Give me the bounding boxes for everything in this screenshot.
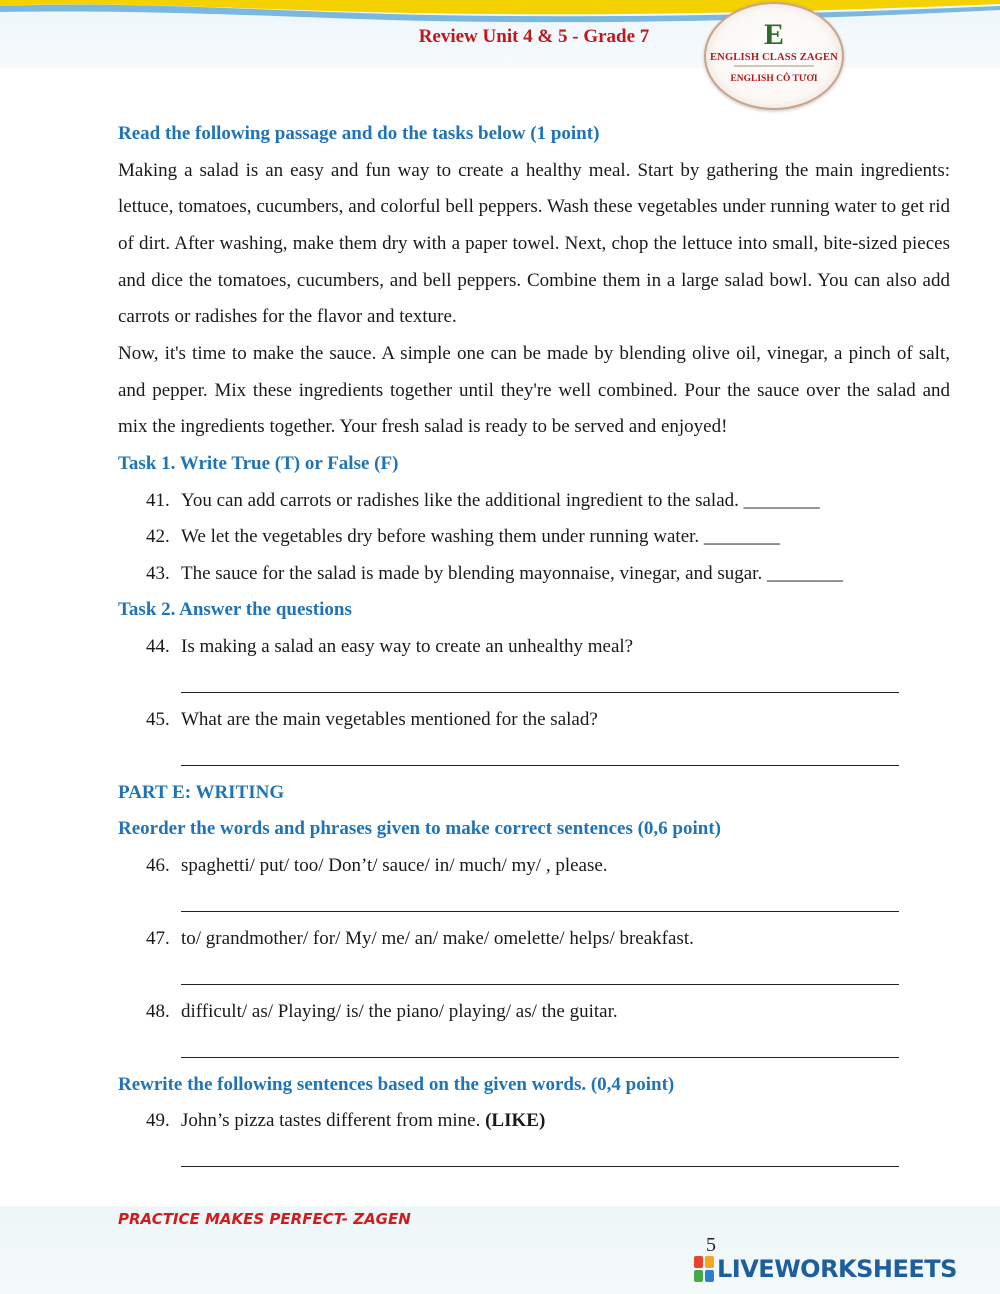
question-number: 46. [146,854,170,876]
question-number: 49. [146,1110,170,1132]
footer-motto: PRACTICE MAKES PERFECT- ZAGEN [118,1210,411,1228]
logo-name: ENGLISH CLASS ZAGEN [709,52,839,63]
document-title: Review Unit 4 & 5 - Grade 7 [418,26,650,47]
reading-heading: Read the following passage and do the tasks below (1 point) [118,123,600,144]
answer-line-48[interactable] [181,1030,899,1067]
question-48 [118,994,950,1031]
question-number: 44. [146,635,170,657]
question-text [181,1103,950,1140]
passage-paragraph-1: Making a salad is an easy and fun way to create a healthy meal. Start by gathering the main ingredients: lettuce, tomatoes, cucumbers, and colorful bell peppers. Wash these vegetables under running water to get rid of dirt. After washing, make them dry with a paper towel. Next, chop the lettuce into small, bite-sized pieces and dice the tomatoes, cucumbers, and bell peppers. Combine them in a large salad bowl. You can also add carrots or radishes for the flavor and texture. [118,159,950,328]
question-49 [118,1103,950,1140]
question-text: spaghetti/ put/ too/ Don’t/ sauce/ in/ much/ my/ , please. [181,854,608,876]
answer-line-47[interactable] [181,957,899,994]
question-text: What are the main vegetables mentioned for the salad? [181,708,598,730]
question-sentence: John’s pizza tastes different from mine. [181,1110,486,1132]
question-42 [118,519,950,556]
class-logo [704,2,844,110]
question-number: 47. [146,927,170,949]
question-number: 42. [146,526,170,548]
worksheet-content [118,116,950,1176]
question-number: 48. [146,1000,170,1022]
question-47 [118,921,950,958]
logo-divider [734,65,814,67]
logo-letter: E [763,18,784,51]
brand-text: LIVEWORKSHEETS [717,1255,957,1283]
question-43 [118,556,950,593]
question-keyword: (LIKE) [485,1110,546,1132]
task1-heading: Task 1. Write True (T) or False (F) [118,453,399,475]
question-41 [118,483,950,520]
liveworksheets-logo-icon [694,1256,714,1282]
answer-line-49[interactable] [181,1140,899,1177]
question-number: 43. [146,562,170,584]
question-text: The sauce for the salad is made by blending mayonnaise, vinegar, and sugar. ________ [181,562,843,584]
answer-line-44[interactable] [181,665,899,702]
question-46 [118,848,950,885]
answer-line-46[interactable] [181,884,899,921]
question-text: difficult/ as/ Playing/ is/ the piano/ playing/ as/ the guitar. [181,1000,618,1022]
question-text: to/ grandmother/ for/ My/ me/ an/ make/ omelette/ helps/ breakfast. [181,927,694,949]
page-number: 5 [706,1234,716,1256]
answer-line-45[interactable] [181,738,899,775]
rewrite-heading: Rewrite the following sentences based on the given words. (0,4 point) [118,1073,675,1095]
part-e-heading: PART E: WRITING [118,781,285,803]
question-number: 45. [146,708,170,730]
question-45 [118,702,950,739]
logo-subtitle: ENGLISH CÔ TƯƠI [730,74,818,84]
question-44 [118,629,950,666]
question-text: We let the vegetables dry before washing them under running water. ________ [181,526,780,548]
task2-heading: Task 2. Answer the questions [118,599,352,621]
question-number: 41. [146,489,170,511]
question-text: Is making a salad an easy way to create an unhealthy meal? [181,635,634,657]
question-text: You can add carrots or radishes like the additional ingredient to the salad. ________ [181,489,820,511]
passage-paragraph-2: Now, it's time to make the sauce. A simple one can be made by blending olive oil, vinegar, a pinch of salt, and pepper. Mix these ingredients together until they're well combined. Pour the sauce over the salad and mix the ingredients together. Your fresh salad is ready to be served and enjoyed! [118,343,950,438]
reorder-heading: Reorder the words and phrases given to make correct sentences (0,6 point) [118,818,721,840]
liveworksheets-brand[interactable] [694,1254,957,1284]
